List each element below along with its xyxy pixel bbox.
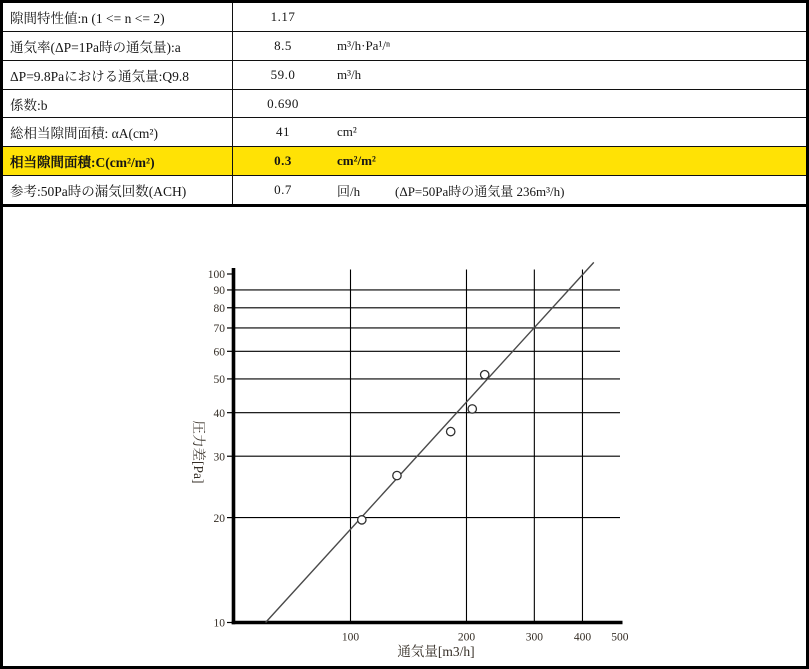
row-label: 総相当隙間面積: αA(cm²) (10, 126, 158, 142)
table-row (3, 118, 806, 147)
y-axis-title: 圧力差[Pa] (191, 420, 206, 484)
row-unit: 回/h (337, 183, 361, 199)
data-point (447, 427, 455, 435)
row-label-cell (3, 90, 233, 118)
table-row (3, 176, 806, 204)
pressure-flow-log-chart (3, 207, 806, 666)
row-label: 相当隙間面積:C(cm²/m²) (10, 155, 155, 171)
row-label-cell (3, 61, 233, 89)
row-unit: cm²/m² (337, 153, 376, 169)
row-label-cell (3, 3, 233, 31)
row-label: ΔP=9.8Paにおける通気量:Q9.8 (10, 68, 190, 84)
x-tick-label: 200 (457, 631, 476, 644)
row-label-cell (3, 32, 233, 60)
row-value: 0.7 (274, 182, 292, 198)
row-label-cell (3, 118, 233, 146)
y-tick-label: 100 (207, 269, 225, 282)
data-point (468, 405, 476, 413)
row-value: 59.0 (270, 66, 296, 82)
chart-panel (3, 207, 806, 666)
x-tick-label: 100 (341, 631, 360, 644)
y-tick-label: 20 (213, 512, 225, 525)
row-value: 1.17 (270, 8, 296, 24)
table-row (3, 61, 806, 90)
row-unit: m³/h·Pa¹/ⁿ (337, 37, 391, 53)
y-tick-label: 90 (213, 285, 225, 298)
row-value: 8.5 (274, 37, 292, 53)
table-row (3, 90, 806, 119)
x-tick-label: 400 (573, 631, 592, 644)
y-tick-label: 50 (213, 374, 225, 387)
row-label-cell (3, 147, 233, 175)
results-table (3, 3, 806, 207)
row-unit: cm² (337, 124, 357, 140)
y-tick-label: 40 (213, 407, 225, 420)
data-point (358, 516, 366, 524)
data-point (481, 371, 489, 379)
row-label: 隙間特性値:n (1 <= n <= 2) (10, 10, 165, 26)
row-label: 通気率(ΔP=1Pa時の通気量):a (10, 39, 181, 55)
y-tick-label: 80 (213, 302, 225, 315)
x-axis-title: 通気量[m3/h] (397, 644, 475, 659)
x-tick-label: 300 (525, 631, 543, 644)
table-row (3, 3, 806, 32)
y-tick-label: 30 (213, 451, 225, 464)
row-label: 参考:50Pa時の漏気回数(ACH) (10, 184, 187, 200)
y-tick-label: 60 (213, 346, 225, 359)
table-row-highlighted (3, 147, 806, 176)
table-row (3, 32, 806, 61)
y-tick-label: 10 (213, 617, 225, 630)
row-note: (ΔP=50Pa時の通気量 236m³/h) (395, 183, 565, 199)
fit-line (266, 262, 594, 622)
row-value: 41 (276, 124, 290, 140)
row-value: 0.3 (274, 153, 292, 169)
y-tick-label: 70 (213, 323, 225, 336)
x-tick-label: 500 (611, 631, 629, 644)
data-point (393, 471, 401, 479)
row-value: 0.690 (267, 95, 299, 111)
series-layer (266, 262, 594, 622)
row-label: 係数:b (10, 97, 48, 113)
row-unit: m³/h (337, 66, 362, 82)
row-label-cell (3, 176, 233, 204)
